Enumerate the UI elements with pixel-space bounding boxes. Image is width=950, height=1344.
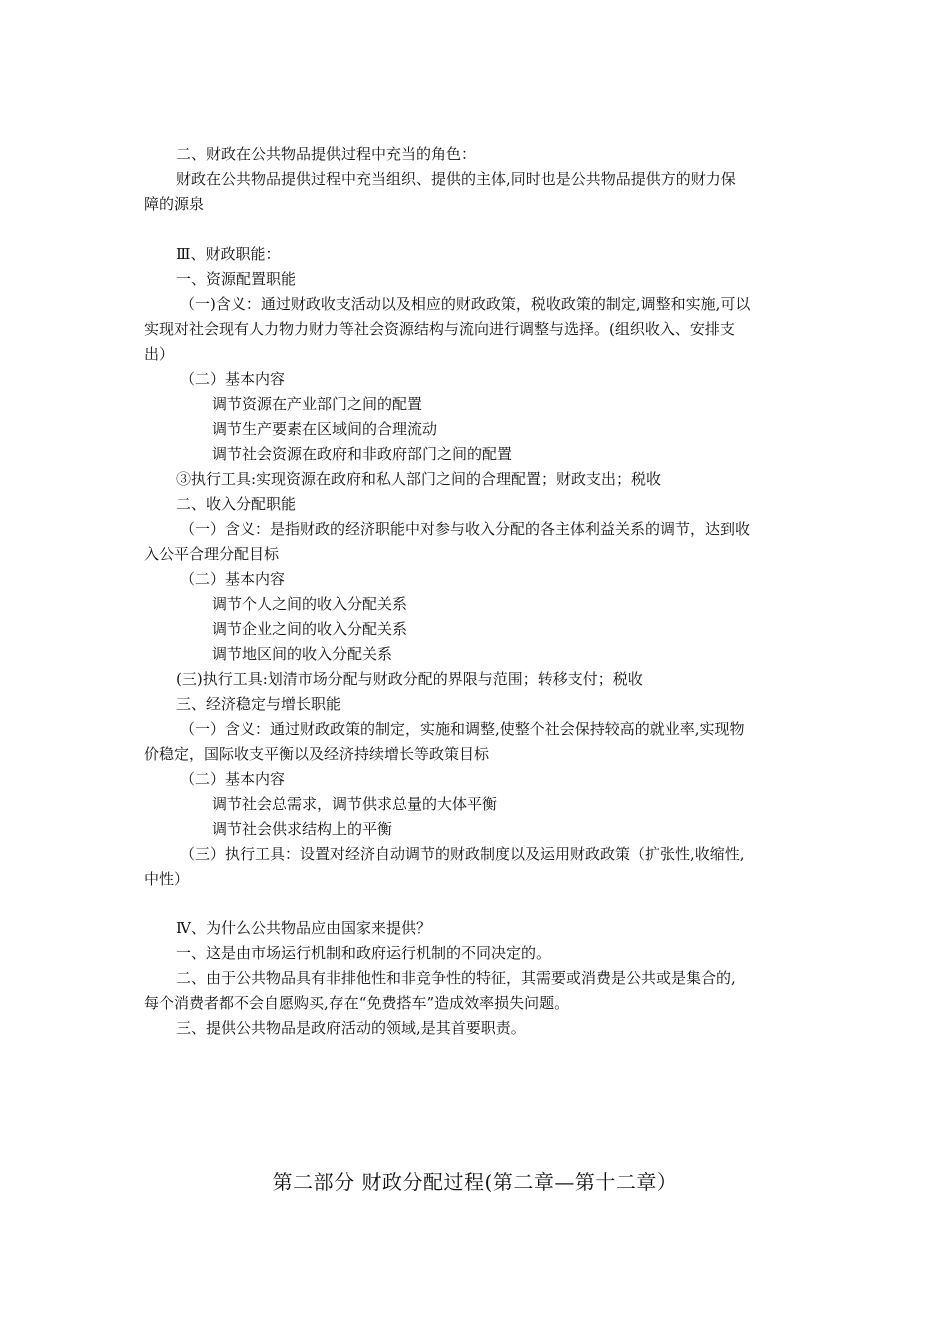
text-line: 三、提供公共物品是政府活动的领域,是其首要职责。 [176,1019,526,1037]
text-line: 中性） [144,870,190,888]
text-line: 财政在公共物品提供过程中充当组织、提供的主体,同时也是公共物品提供方的财力保 [176,170,736,188]
text-line: 价稳定，国际收支平衡以及经济持续增长等政策目标 [144,745,490,763]
text-line: 调节社会供求结构上的平衡 [212,820,393,838]
text-line: 一、资源配置职能 [176,270,297,288]
text-line: 二、收入分配职能 [176,495,297,513]
text-line: 一、这是由市场运行机制和政府运行机制的不同决定的。 [176,944,552,962]
text-line: 调节企业之间的收入分配关系 [212,620,408,638]
text-line: 入公平合理分配目标 [144,545,280,563]
text-line: （一）含义：通过财政政策的制定，实施和调整,使整个社会保持较高的就业率,实现物 [180,720,745,738]
text-line: 调节个人之间的收入分配关系 [212,595,408,613]
section-heading: Ⅲ、财政职能： [176,245,281,263]
text-line: 调节社会总需求，调节供求总量的大体平衡 [212,795,498,813]
text-line: 二、财政在公共物品提供过程中充当的角色： [176,145,477,163]
text-line: 调节资源在产业部门之间的配置 [212,395,423,413]
text-line: （一)含义：通过财政收支活动以及相应的财政政策，税收政策的制定,调整和实施,可以 [180,295,751,313]
text-line: 实现对社会现有人力物力财力等社会资源结构与流向进行调整与选择。(组织收入、安排支 [144,320,735,338]
section-heading: Ⅳ、为什么公共物品应由国家来提供？ [176,919,431,937]
text-line: （一）含义：是指财政的经济职能中对参与收入分配的各主体利益关系的调节，达到收 [180,520,751,538]
text-line: （三）执行工具：设置对经济自动调节的财政制度以及运用财政政策（扩张性,收缩性, [180,845,745,863]
text-line: (三)执行工具:划清市场分配与财政分配的界限与范围；转移支付；税收 [176,670,643,688]
part-title: 第二部分 财政分配过程(第二章—第十二章） [272,1170,678,1194]
text-line: 障的源泉 [144,195,205,213]
text-line: 每个消费者都不会自愿购买,存在“免费搭车”造成效率损失问题。 [144,994,570,1012]
text-line: ③执行工具:实现资源在政府和私人部门之间的合理配置；财政支出；税收 [176,470,662,488]
text-line: 调节社会资源在政府和非政府部门之间的配置 [212,445,513,463]
text-line: （二）基本内容 [180,770,286,788]
text-line: 二、由于公共物品具有非排他性和非竞争性的特征，其需要或消费是公共或是集合的, [176,969,736,987]
text-line: 调节地区间的收入分配关系 [212,645,393,663]
text-line: （二）基本内容 [180,570,286,588]
text-line: 调节生产要素在区域间的合理流动 [212,420,438,438]
text-line: 出） [144,345,175,363]
text-line: （二）基本内容 [180,370,286,388]
text-line: 三、经济稳定与增长职能 [176,695,342,713]
